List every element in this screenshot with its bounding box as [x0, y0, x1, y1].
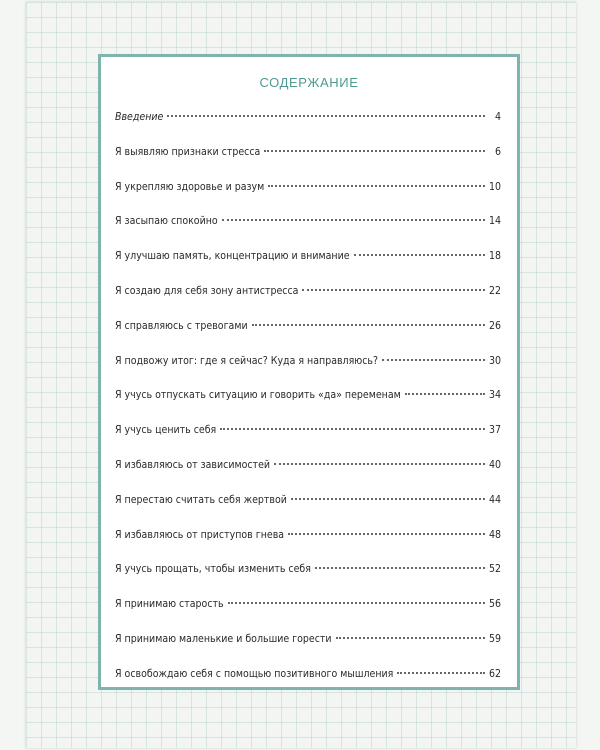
- toc-entry-title: Я учусь отпускать ситуацию и говорить «да» переменам: [115, 389, 401, 402]
- toc-entry-page: 14: [488, 215, 501, 228]
- toc-entry-title: Я создаю для себя зону антистресса: [115, 284, 299, 297]
- dot-leader: [252, 324, 485, 326]
- dot-leader: [397, 672, 485, 674]
- toc-entry: [115, 459, 501, 494]
- toc-entry: [115, 563, 501, 598]
- dot-leader: [354, 254, 485, 256]
- dot-leader: [382, 359, 485, 361]
- toc-entry-title: Я выявляю признаки стресса: [115, 145, 261, 158]
- toc-entry-title: Я избавляюсь от зависимостей: [115, 458, 271, 471]
- toc-entry-page: 52: [488, 563, 501, 576]
- toc-entry-title: Я учусь ценить себя: [115, 424, 217, 437]
- toc-entry-title: Я подвожу итог: где я сейчас? Куда я направляюсь?: [115, 354, 379, 367]
- dot-leader: [274, 463, 485, 465]
- dot-leader: [167, 115, 485, 117]
- toc-entry: [115, 320, 501, 355]
- toc-entry-page: 26: [488, 319, 501, 332]
- table-of-contents: [115, 111, 501, 703]
- toc-entry-page: 48: [488, 528, 501, 541]
- toc-entry-title: Я принимаю маленькие и большие горести: [115, 632, 332, 645]
- toc-entry-page: 22: [488, 284, 501, 297]
- toc-entry: [115, 494, 501, 529]
- toc-entry-page: 37: [488, 424, 501, 437]
- toc-entry-title: Я укрепляю здоровье и разум: [115, 180, 265, 193]
- toc-entry: [115, 355, 501, 390]
- toc-entry: [115, 215, 501, 250]
- contents-frame: [98, 54, 520, 690]
- book-page: [26, 2, 576, 748]
- toc-entry: [115, 529, 501, 564]
- toc-entry-page: 44: [488, 493, 501, 506]
- toc-entry: [115, 285, 501, 320]
- toc-entry: [115, 146, 501, 181]
- toc-entry-title: Я перестаю считать себя жертвой: [115, 493, 287, 506]
- toc-entry-page: 6: [494, 145, 501, 158]
- toc-entry: [115, 111, 501, 146]
- dot-leader: [288, 533, 485, 535]
- toc-entry: [115, 389, 501, 424]
- toc-entry-title: Я принимаю старость: [115, 598, 224, 611]
- toc-entry-page: 56: [488, 598, 501, 611]
- toc-entry-page: 59: [488, 632, 501, 645]
- toc-entry-title: Я улучшаю память, концентрацию и внимание: [115, 250, 350, 263]
- dot-leader: [315, 567, 485, 569]
- toc-entry-page: 40: [488, 458, 501, 471]
- toc-entry-page: 34: [488, 389, 501, 402]
- toc-entry-title: Я засыпаю спокойно: [115, 215, 218, 228]
- toc-entry: [115, 598, 501, 633]
- toc-entry-title: Введение: [115, 111, 164, 123]
- toc-entry-title: Я избавляюсь от приступов гнева: [115, 528, 285, 541]
- toc-entry: [115, 424, 501, 459]
- toc-entry-title: Я освобождаю себя с помощью позитивного мышления: [115, 667, 394, 680]
- dot-leader: [291, 498, 485, 500]
- toc-entry-title: Я учусь прощать, чтобы изменить себя: [115, 563, 311, 576]
- toc-entry: [115, 181, 501, 216]
- toc-entry-page: 62: [488, 667, 501, 680]
- page-title: СОДЕРЖАНИЕ: [259, 75, 359, 90]
- toc-entry-title: Я справляюсь с тревогами: [115, 319, 248, 332]
- dot-leader: [405, 393, 485, 395]
- toc-entry: [115, 633, 501, 668]
- toc-entry-page: 10: [488, 180, 501, 193]
- toc-entry: [115, 668, 501, 703]
- dot-leader: [228, 602, 485, 604]
- dot-leader: [220, 428, 485, 430]
- dot-leader: [222, 219, 485, 221]
- dot-leader: [302, 289, 485, 291]
- toc-entry: [115, 250, 501, 285]
- toc-entry-page: 4: [494, 111, 501, 123]
- dot-leader: [264, 150, 485, 152]
- toc-entry-page: 18: [488, 250, 501, 263]
- dot-leader: [268, 185, 485, 187]
- toc-entry-page: 30: [488, 354, 501, 367]
- dot-leader: [336, 637, 485, 639]
